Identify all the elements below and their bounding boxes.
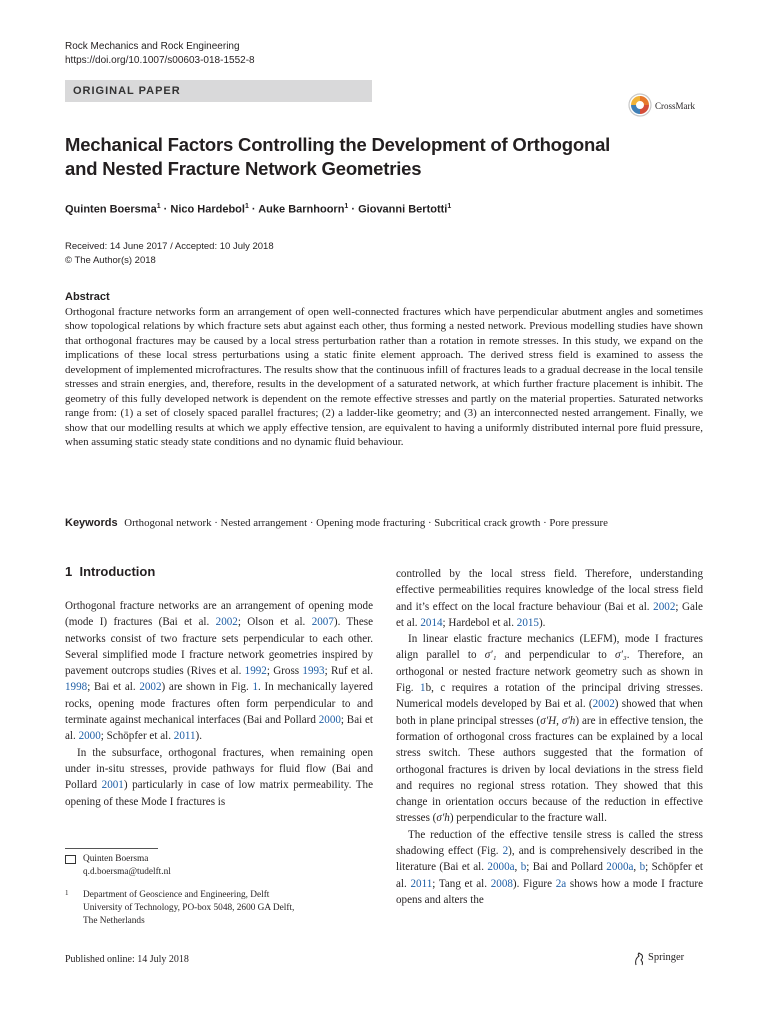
author-name[interactable]: Quinten Boersma [65,203,157,216]
title-line-2: and Nested Fracture Network Geometries [65,158,422,179]
publisher-name: Springer [648,952,685,963]
figure-link[interactable]: 2a [555,877,567,890]
math-symbol: σ′₃ [615,649,627,662]
springer-horse-icon [633,952,645,966]
received-accepted-dates: Received: 14 June 2017 / Accepted: 10 July 2018 [65,241,274,252]
citation-link[interactable]: 2014 [420,616,443,629]
author-name[interactable]: Auke Barnhoorn [258,203,345,216]
title-line-1: Mechanical Factors Controlling the Development of Orthogonal [65,134,611,155]
keywords-label: Keywords [65,517,118,529]
citation-link[interactable]: 2002 [215,616,238,629]
citation-link[interactable]: 2011 [410,877,433,890]
article-dates [65,240,274,268]
journal-name: Rock Mechanics and Rock Engineering [65,41,240,52]
citation-link[interactable]: 2002 [592,698,615,711]
citation-link[interactable]: 2000 [318,714,341,727]
corresponding-author-email[interactable]: q.d.boersma@tudelft.nl [83,867,171,877]
doi-link[interactable]: https://doi.org/10.1007/s00603-018-1552-8 [65,55,255,66]
crossmark-label: CrossMark [655,101,695,111]
paragraph: controlled by the local stress field. Therefore, understanding effective permeabilities requires knowledge of the local stress field and it’s effect on the local fracture behaviour (Bai et al. 2002; Gale et al. 2014; Hardebol et al. 2015). [396,568,703,629]
citation-link[interactable]: 2002 [653,600,676,613]
affiliation-line: University of Technology, PO-box 5048, 2600 GA Delft, [83,903,295,913]
author-name[interactable]: Giovanni Bertotti [358,203,448,216]
author-affiliation-ref: 1 [156,203,161,210]
citation-link[interactable]: 2015 [516,616,539,629]
author-affiliation-ref: 1 [447,203,452,210]
citation-link[interactable]: 2007 [311,616,334,629]
figure-link[interactable]: 1 [420,682,426,695]
citation-link[interactable]: 2000 [78,730,101,743]
author-affiliation-ref: 1 [344,203,349,210]
figure-link[interactable]: 1 [252,681,259,694]
citation-link[interactable]: 2002 [139,681,162,694]
paragraph: Orthogonal fracture networks are an arrangement of opening mode (mode I) fractures (Bai et al. 2002; Olson et al. 2007). These networks consist of two fracture sets perpendicular to each other. Several simplified mode I fracture network geometries inspired by pavement outcrops studies (Rives et al. 1992; Gross 1993; Ruf et al. 1998; Bai et al. 2002) are shown in Fig. 1. In mechanically layered rocks, opening mode fractures often form perpendicular to and terminate against mechanical interfaces (Bai and Pollard 2000; Bai et al. 2000; Schöpfer et al. 2011). [65,600,374,743]
citation-link[interactable]: 2001 [101,779,124,792]
affiliation [65,889,294,928]
paragraph: In linear elastic fracture mechanics (LEFM), mode I fractures align parallel to σ′₁ and perpendicular to σ′₃. Therefore, an orthogonal or nested fracture network geometry such as shown in Fig. 1b, c requires a rotation of the principal driving stresses. Numerical models developed by Bai et al. (2002) showed that when both in plane principal stresses (σ′H, σ′h) are in effective tension, the formation of orthogonal cross fractures can be explained by a local stress switch. These authors suggested that the formation of orthogonal fractures is driven by local deviations in the stress field and requires no regional stress rotation. They showed that this change in orientation occurs because of the reduction in effective stresses (σ′h) perpendicular to the fracture wall. [396,633,704,825]
citation-link[interactable]: 2000a [487,861,515,874]
article-type-banner: ORIGINAL PAPER [65,80,372,102]
copyright-notice: © The Author(s) 2018 [65,255,156,266]
journal-header [65,40,255,68]
figure-link[interactable]: 2 [502,845,509,858]
body-column-right [396,566,703,908]
crossmark-icon [628,93,652,117]
keywords-list: Orthogonal network · Nested arrangement · Opening mode fracturing · Subcritical crack growth · Pore pressure [124,517,608,529]
affiliation-number: 1 [65,889,69,897]
citation-link[interactable]: 2000a [606,861,634,874]
citation-link[interactable]: 2011 [173,730,196,743]
body-column-left [65,598,373,810]
author-separator: · [248,203,259,216]
author-list [65,203,451,216]
published-online-date: Published online: 14 July 2018 [65,954,189,965]
section-heading [65,564,155,579]
math-symbol: σ′H, σ′h [540,714,576,727]
citation-link[interactable]: 2008 [490,877,513,890]
keywords [65,517,725,529]
section-number: 1 [65,564,73,579]
math-symbol: σ′h [436,812,450,825]
abstract-heading: Abstract [65,291,110,303]
corresponding-author-name: Quinten Boersma [83,854,149,864]
author-separator: · [160,203,171,216]
paragraph: In the subsurface, orthogonal fractures, when remaining open under in-situ stresses, provide pathways for fluid flow (Bai and Pollard 2001) particularly in case of low matrix permeability. The opening of these Mode I fractures is [65,746,374,808]
author-separator: · [348,203,359,216]
paragraph: The reduction of the effective tensile stress is called the stress shadowing effect (Fig. 2), and is comprehensively described in the literature (Bai et al. 2000a, b; Bai and Pollard 2000a, b; Schöpfer et al. 2011; Tang et al. 2008). Figure 2a shows how a mode I fracture opens and alters the [396,828,704,906]
abstract-text: Orthogonal fracture networks form an arrangement of open well-connected fractures which have perpendicular abutment angles and sometimes show topological relations by which fracture sets abut against each other, thus forming a nested network. Previous modelling studies have shown that orthogonal fractures may be caused by a local stress perturbation rather than a rotation in remote stresses. In this study, we expand on the implications of these local stress perturbations using a static finite element approach. The derived stress field is examined to assess the development of implemented microfractures. The results show that the continuous infill of fractures leads to a gradual decrease in the local tensile stresses and strain energies, and, therefore, results in the development of a saturated network, at which further fracture placement is inhibit. The geometry of this fully developed network is dependent on the remote effective stresses and partly on the material properties. Saturated networks range from: (1) a set of closely spaced parallel fractures; (2) a ladder-like geometry; and (3) an interconnected nested arrangement. Finally, we show that our modelling results at which we apply effective tension, are equivalent to having a uniformly distributed internal pore fluid pressure, when assuming static steady state conditions and no dynamic fluid behaviour. [65,306,703,449]
author-affiliation-ref: 1 [244,203,249,210]
footnote-rule [65,848,158,849]
publisher-logo [648,952,684,963]
citation-link[interactable]: b [639,861,646,874]
corresponding-author [65,853,171,879]
section-title: Introduction [79,564,156,579]
citation-link[interactable]: 1992 [244,665,267,678]
affiliation-line: The Netherlands [83,916,145,926]
math-symbol: σ′₁ [484,649,497,662]
citation-link[interactable]: 1998 [65,681,88,694]
citation-link[interactable]: b [520,861,527,874]
affiliation-line: Department of Geoscience and Engineering, Delft [83,890,270,900]
article-title [65,133,665,181]
envelope-icon [65,855,76,864]
crossmark-badge[interactable] [628,93,708,123]
citation-link[interactable]: 1993 [302,665,325,678]
author-name[interactable]: Nico Hardebol [170,203,245,216]
